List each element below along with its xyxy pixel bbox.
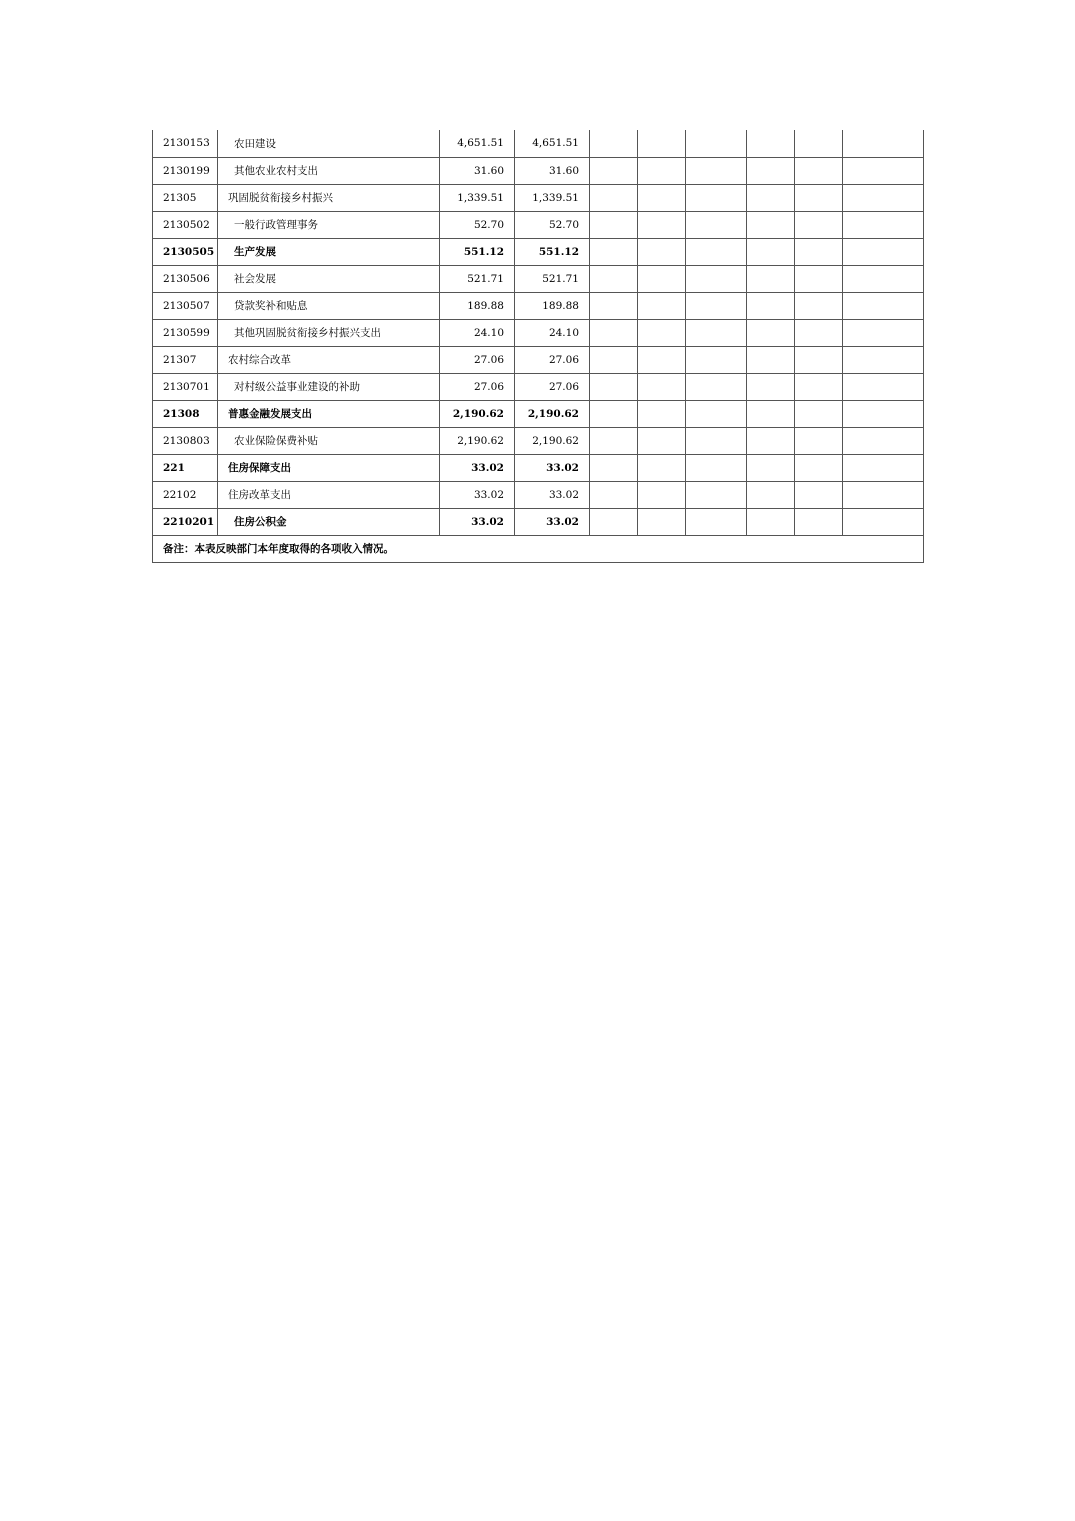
subject-code-cell: 21305 xyxy=(153,184,218,211)
subject-code-cell: 2130505 xyxy=(153,238,218,265)
empty-amount-cell xyxy=(638,130,686,157)
subject-name-cell: 其他农业农村支出 xyxy=(218,157,440,184)
table-row xyxy=(153,130,924,157)
empty-amount-cell xyxy=(590,292,638,319)
empty-amount-cell xyxy=(590,373,638,400)
empty-amount-cell xyxy=(590,508,638,535)
empty-amount-cell xyxy=(686,454,747,481)
empty-amount-cell xyxy=(795,454,843,481)
table-row xyxy=(153,454,924,481)
fiscal-amount-cell: 33.02 xyxy=(515,481,590,508)
total-amount-cell: 551.12 xyxy=(440,238,515,265)
empty-amount-cell xyxy=(795,508,843,535)
subject-name-cell: 住房改革支出 xyxy=(218,481,440,508)
table-row xyxy=(153,508,924,535)
empty-amount-cell xyxy=(590,319,638,346)
empty-amount-cell xyxy=(843,346,924,373)
fiscal-amount-cell: 52.70 xyxy=(515,211,590,238)
table-row xyxy=(153,319,924,346)
empty-amount-cell xyxy=(686,481,747,508)
empty-amount-cell xyxy=(795,319,843,346)
empty-amount-cell xyxy=(590,346,638,373)
table-row xyxy=(153,157,924,184)
table-body xyxy=(153,130,924,562)
subject-code-cell: 221 xyxy=(153,454,218,481)
total-amount-cell: 189.88 xyxy=(440,292,515,319)
total-amount-cell: 521.71 xyxy=(440,265,515,292)
empty-amount-cell xyxy=(686,292,747,319)
empty-amount-cell xyxy=(843,400,924,427)
fiscal-amount-cell: 33.02 xyxy=(515,508,590,535)
subject-name-cell: 生产发展 xyxy=(218,238,440,265)
subject-code-cell: 2130701 xyxy=(153,373,218,400)
subject-code-cell: 2130599 xyxy=(153,319,218,346)
table-row xyxy=(153,427,924,454)
income-table xyxy=(152,130,924,563)
empty-amount-cell xyxy=(590,238,638,265)
table-row xyxy=(153,265,924,292)
table-row xyxy=(153,238,924,265)
subject-code-cell: 2130199 xyxy=(153,157,218,184)
empty-amount-cell xyxy=(747,400,795,427)
table-row xyxy=(153,373,924,400)
empty-amount-cell xyxy=(590,454,638,481)
subject-name-cell: 农业保险保费补贴 xyxy=(218,427,440,454)
empty-amount-cell xyxy=(747,184,795,211)
empty-amount-cell xyxy=(638,481,686,508)
empty-amount-cell xyxy=(638,454,686,481)
empty-amount-cell xyxy=(843,427,924,454)
empty-amount-cell xyxy=(686,157,747,184)
empty-amount-cell xyxy=(795,427,843,454)
subject-name-cell: 普惠金融发展支出 xyxy=(218,400,440,427)
fiscal-amount-cell: 24.10 xyxy=(515,319,590,346)
empty-amount-cell xyxy=(686,211,747,238)
total-amount-cell: 27.06 xyxy=(440,373,515,400)
fiscal-amount-cell: 4,651.51 xyxy=(515,130,590,157)
subject-code-cell: 2130507 xyxy=(153,292,218,319)
subject-name-cell: 对村级公益事业建设的补助 xyxy=(218,373,440,400)
empty-amount-cell xyxy=(747,238,795,265)
total-amount-cell: 1,339.51 xyxy=(440,184,515,211)
empty-amount-cell xyxy=(590,211,638,238)
empty-amount-cell xyxy=(590,427,638,454)
subject-code-cell: 2130803 xyxy=(153,427,218,454)
empty-amount-cell xyxy=(686,400,747,427)
subject-code-cell: 21308 xyxy=(153,400,218,427)
empty-amount-cell xyxy=(638,346,686,373)
subject-name-cell: 一般行政管理事务 xyxy=(218,211,440,238)
empty-amount-cell xyxy=(843,373,924,400)
empty-amount-cell xyxy=(747,481,795,508)
empty-amount-cell xyxy=(638,157,686,184)
empty-amount-cell xyxy=(638,427,686,454)
empty-amount-cell xyxy=(590,157,638,184)
table-row xyxy=(153,184,924,211)
empty-amount-cell xyxy=(747,292,795,319)
empty-amount-cell xyxy=(590,184,638,211)
subject-code-cell: 2130153 xyxy=(153,130,218,157)
empty-amount-cell xyxy=(686,130,747,157)
empty-amount-cell xyxy=(747,211,795,238)
subject-code-cell: 21307 xyxy=(153,346,218,373)
fiscal-amount-cell: 33.02 xyxy=(515,454,590,481)
total-amount-cell: 33.02 xyxy=(440,481,515,508)
empty-amount-cell xyxy=(747,319,795,346)
empty-amount-cell xyxy=(590,265,638,292)
empty-amount-cell xyxy=(843,481,924,508)
empty-amount-cell xyxy=(747,454,795,481)
empty-amount-cell xyxy=(843,292,924,319)
table-note: 备注：本表反映部门本年度取得的各项收入情况。 xyxy=(153,535,924,562)
empty-amount-cell xyxy=(686,238,747,265)
table-row xyxy=(153,292,924,319)
subject-name-cell: 其他巩固脱贫衔接乡村振兴支出 xyxy=(218,319,440,346)
subject-code-cell: 2210201 xyxy=(153,508,218,535)
empty-amount-cell xyxy=(795,157,843,184)
fiscal-amount-cell: 1,339.51 xyxy=(515,184,590,211)
empty-amount-cell xyxy=(843,211,924,238)
empty-amount-cell xyxy=(747,508,795,535)
empty-amount-cell xyxy=(638,292,686,319)
empty-amount-cell xyxy=(843,184,924,211)
fiscal-amount-cell: 189.88 xyxy=(515,292,590,319)
subject-code-cell: 22102 xyxy=(153,481,218,508)
empty-amount-cell xyxy=(590,400,638,427)
empty-amount-cell xyxy=(795,481,843,508)
total-amount-cell: 4,651.51 xyxy=(440,130,515,157)
empty-amount-cell xyxy=(747,157,795,184)
empty-amount-cell xyxy=(795,211,843,238)
table-row xyxy=(153,400,924,427)
total-amount-cell: 31.60 xyxy=(440,157,515,184)
empty-amount-cell xyxy=(843,238,924,265)
empty-amount-cell xyxy=(638,238,686,265)
subject-name-cell: 农村综合改革 xyxy=(218,346,440,373)
empty-amount-cell xyxy=(686,184,747,211)
subject-name-cell: 住房保障支出 xyxy=(218,454,440,481)
fiscal-amount-cell: 27.06 xyxy=(515,373,590,400)
empty-amount-cell xyxy=(843,454,924,481)
total-amount-cell: 2,190.62 xyxy=(440,400,515,427)
empty-amount-cell xyxy=(843,130,924,157)
fiscal-amount-cell: 551.12 xyxy=(515,238,590,265)
empty-amount-cell xyxy=(747,373,795,400)
fiscal-amount-cell: 2,190.62 xyxy=(515,400,590,427)
total-amount-cell: 2,190.62 xyxy=(440,427,515,454)
empty-amount-cell xyxy=(795,292,843,319)
empty-amount-cell xyxy=(795,373,843,400)
table-row xyxy=(153,211,924,238)
fiscal-amount-cell: 27.06 xyxy=(515,346,590,373)
subject-code-cell: 2130506 xyxy=(153,265,218,292)
empty-amount-cell xyxy=(843,508,924,535)
subject-name-cell: 农田建设 xyxy=(218,130,440,157)
fiscal-amount-cell: 521.71 xyxy=(515,265,590,292)
empty-amount-cell xyxy=(795,130,843,157)
empty-amount-cell xyxy=(843,157,924,184)
empty-amount-cell xyxy=(686,346,747,373)
empty-amount-cell xyxy=(747,346,795,373)
empty-amount-cell xyxy=(638,184,686,211)
empty-amount-cell xyxy=(638,211,686,238)
subject-name-cell: 住房公积金 xyxy=(218,508,440,535)
empty-amount-cell xyxy=(795,184,843,211)
subject-name-cell: 社会发展 xyxy=(218,265,440,292)
total-amount-cell: 27.06 xyxy=(440,346,515,373)
empty-amount-cell xyxy=(747,265,795,292)
empty-amount-cell xyxy=(795,346,843,373)
total-amount-cell: 33.02 xyxy=(440,508,515,535)
empty-amount-cell xyxy=(747,427,795,454)
empty-amount-cell xyxy=(638,508,686,535)
empty-amount-cell xyxy=(686,319,747,346)
empty-amount-cell xyxy=(686,373,747,400)
fiscal-amount-cell: 31.60 xyxy=(515,157,590,184)
empty-amount-cell xyxy=(590,130,638,157)
subject-name-cell: 巩固脱贫衔接乡村振兴 xyxy=(218,184,440,211)
empty-amount-cell xyxy=(590,481,638,508)
empty-amount-cell xyxy=(638,319,686,346)
subject-name-cell: 贷款奖补和贴息 xyxy=(218,292,440,319)
empty-amount-cell xyxy=(795,400,843,427)
total-amount-cell: 33.02 xyxy=(440,454,515,481)
empty-amount-cell xyxy=(638,265,686,292)
total-amount-cell: 52.70 xyxy=(440,211,515,238)
fiscal-amount-cell: 2,190.62 xyxy=(515,427,590,454)
empty-amount-cell xyxy=(686,265,747,292)
total-amount-cell: 24.10 xyxy=(440,319,515,346)
note-row xyxy=(153,535,924,562)
empty-amount-cell xyxy=(747,130,795,157)
empty-amount-cell xyxy=(686,508,747,535)
empty-amount-cell xyxy=(843,319,924,346)
subject-code-cell: 2130502 xyxy=(153,211,218,238)
table-row xyxy=(153,481,924,508)
table-row xyxy=(153,346,924,373)
empty-amount-cell xyxy=(638,400,686,427)
empty-amount-cell xyxy=(795,265,843,292)
empty-amount-cell xyxy=(638,373,686,400)
empty-amount-cell xyxy=(843,265,924,292)
empty-amount-cell xyxy=(686,427,747,454)
empty-amount-cell xyxy=(795,238,843,265)
